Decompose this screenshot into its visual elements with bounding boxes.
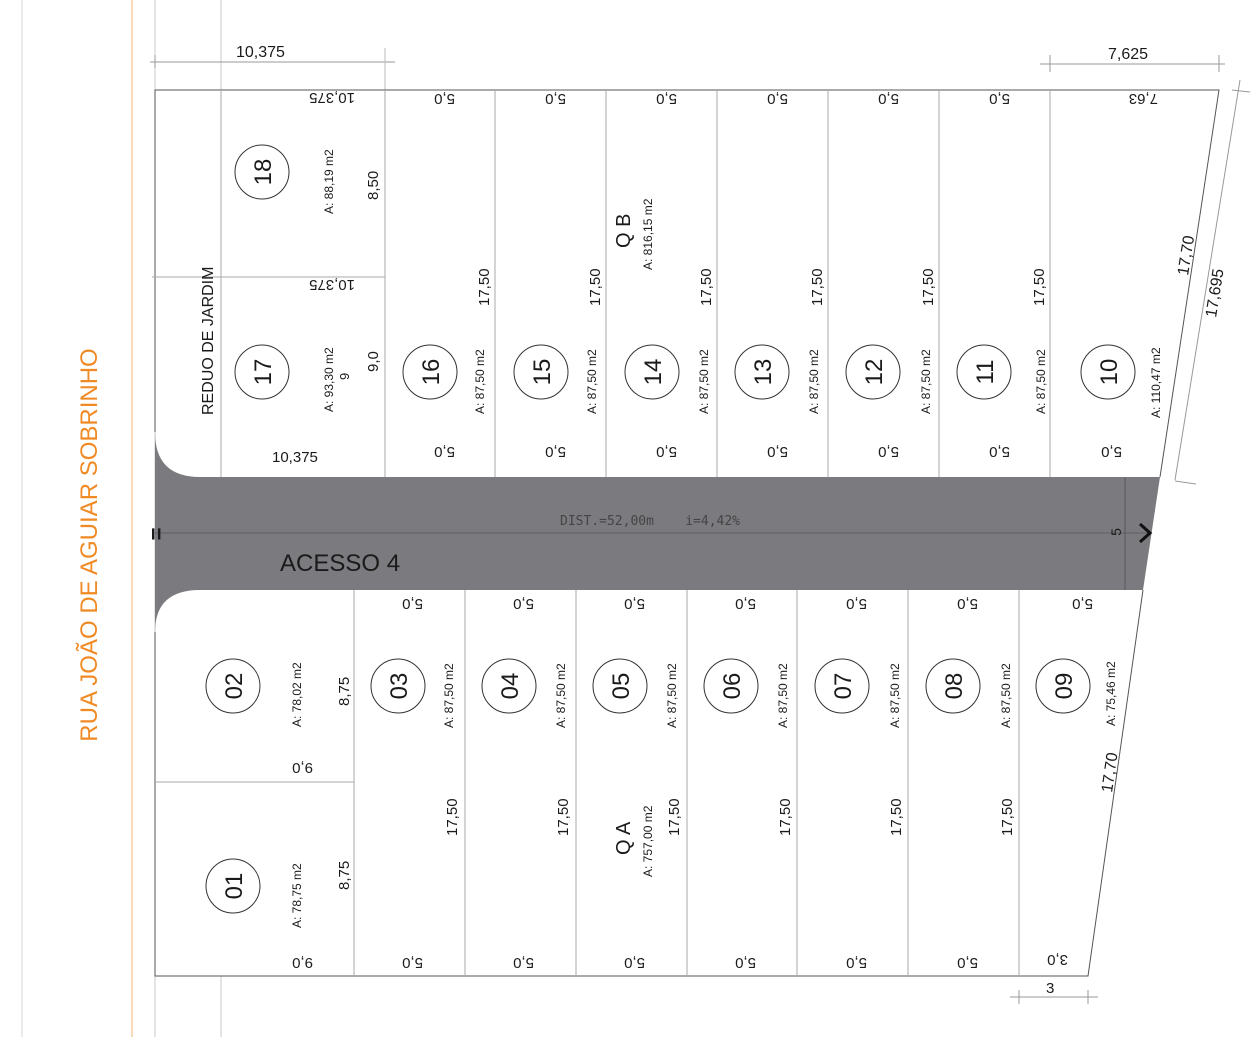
lot-number: 14	[640, 358, 667, 386]
lot-front-dim: 7,63	[1128, 90, 1158, 107]
lot-number: 17	[250, 358, 277, 386]
lot-14	[625, 90, 715, 460]
lot-area: A: 75,46 m2	[1104, 661, 1118, 726]
lot-area: A: 87,50 m2	[999, 663, 1013, 728]
lot-area: A: 78,02 m2	[290, 662, 304, 727]
bottom-dim: 3	[1046, 980, 1055, 997]
block-a-label: Q A	[613, 821, 635, 855]
lot-back-dim: 5,0	[656, 443, 677, 460]
lot-bottom-dim: 10,375	[272, 449, 318, 466]
lot-depth-dim: 17,50	[999, 798, 1016, 836]
lot-front-dim: 5,0	[402, 595, 423, 612]
lot-side-dim: 9	[337, 372, 352, 380]
lot-front-dim: 10,375	[309, 276, 355, 293]
lot-back-dim: 5,0	[767, 443, 788, 460]
lot-front-dim: 5,0	[434, 90, 455, 107]
lot-number: 11	[972, 359, 999, 385]
lot-front-dim: 5,0	[957, 595, 978, 612]
lot-02	[206, 659, 353, 776]
block-a-area: A: 757,00 m2	[641, 805, 655, 877]
access-note: DIST.=52,00m i=4,42%	[560, 514, 741, 529]
lot-back-dim: 3,0	[1047, 951, 1068, 968]
diag-dim-a: 17,70	[1175, 234, 1199, 277]
lot-depth-dim: 17,50	[666, 798, 683, 836]
street-name: RUA JOÃO DE AGUIAR SOBRINHO	[76, 348, 103, 742]
lot-depth-dim: 17,50	[587, 268, 604, 306]
lot-side-dim: 8,50	[365, 170, 382, 200]
lot-13	[735, 90, 826, 460]
lot-front-dim: 5,0	[735, 595, 756, 612]
lot-18	[235, 89, 382, 214]
lot-number: 06	[719, 672, 746, 700]
lot-front-dim: 5,0	[767, 90, 788, 107]
lot-front-dim: 5,0	[545, 90, 566, 107]
lot-10	[1081, 90, 1163, 460]
lot-depth-dim: 17,50	[809, 268, 826, 306]
lot-06	[704, 595, 794, 971]
diag-dim-line	[1175, 80, 1240, 480]
lot-number: 16	[418, 358, 445, 386]
lot-05	[593, 595, 683, 971]
lot-number: 08	[941, 672, 968, 700]
lot-number: 09	[1051, 672, 1078, 700]
lot-back-dim: 5,0	[989, 443, 1010, 460]
access-name: ACESSO 4	[280, 550, 401, 577]
lot-03	[371, 595, 461, 971]
garden-label: REDUO DE JARDIM	[200, 266, 217, 415]
lot-number: 01	[221, 872, 248, 900]
lot-08	[926, 595, 1016, 971]
lot-number: 05	[608, 672, 635, 700]
lot-front-dim: 5,0	[1072, 595, 1093, 612]
access-equals-mark: =	[144, 527, 169, 541]
lot-depth-dim: 17,50	[698, 268, 715, 306]
lot-back-dim: 5,0	[402, 954, 423, 971]
lot-01	[206, 859, 353, 971]
lot-number: 15	[529, 358, 556, 386]
lot-front-dim: 5,0	[513, 595, 534, 612]
access-width: 5	[1108, 528, 1124, 536]
lot-15	[514, 90, 604, 460]
lot-number: 03	[386, 672, 413, 700]
lot-back-dim: 5,0	[735, 954, 756, 971]
lot-17	[235, 276, 382, 466]
lot-number: 13	[750, 358, 777, 386]
lot-number: 12	[861, 358, 888, 386]
lot-depth-dim: 17,50	[920, 268, 937, 306]
lot-07	[815, 595, 905, 971]
lot-bottom-dim: 9,0	[292, 759, 313, 776]
lot-depth-dim: 17,50	[476, 268, 493, 306]
lot-11	[957, 90, 1048, 460]
block-b-label: Q B	[613, 213, 635, 248]
lot-area: A: 78,75 m2	[290, 863, 304, 928]
dim-tick	[1232, 90, 1250, 92]
block-b-area: A: 816,15 m2	[641, 198, 655, 270]
lot-back-dim: 5,0	[434, 443, 455, 460]
lot-back-dim: 5,0	[545, 443, 566, 460]
lot-area: A: 87,50 m2	[697, 349, 711, 414]
diag-dim-b: 17,695	[1203, 267, 1228, 319]
lot-side-dim: 8,75	[336, 676, 353, 706]
dim-tick	[1175, 481, 1196, 484]
lot-area: A: 87,50 m2	[473, 349, 487, 414]
lot-back-dim: 5,0	[846, 954, 867, 971]
lot-area: A: 87,50 m2	[807, 349, 821, 414]
lot-depth-dim: 17,50	[1031, 268, 1048, 306]
lot-front-dim: 5,0	[656, 90, 677, 107]
lot-16	[403, 90, 493, 460]
lot-front-dim: 5,0	[846, 595, 867, 612]
top-dim-right: 7,625	[1108, 46, 1149, 63]
lot-area: A: 93,30 m2	[322, 347, 336, 412]
lot-side-dim: 8,75	[336, 860, 353, 890]
lot-number: 02	[221, 672, 248, 700]
lot-area: A: 87,50 m2	[585, 349, 599, 414]
lot-depth-dim: 17,50	[888, 798, 905, 836]
lot-number: 04	[497, 672, 524, 700]
lot-back-dim: 5,0	[1101, 443, 1122, 460]
lot-back-dim: 5,0	[624, 954, 645, 971]
lot-area: A: 87,50 m2	[888, 663, 902, 728]
lot-back-dim: 5,0	[878, 443, 899, 460]
lot-back-dim: 5,0	[513, 954, 534, 971]
lot-depth-dim: 17,50	[777, 798, 794, 836]
lot-front-dim: 5,0	[989, 90, 1010, 107]
lot-area: A: 87,50 m2	[1034, 349, 1048, 414]
lot-04	[482, 595, 572, 971]
top-dim-left: 10,375	[236, 44, 285, 61]
lot-area: A: 87,50 m2	[554, 663, 568, 728]
diag-dim-lower: 17,70	[1099, 751, 1122, 794]
lot-area: A: 110,47 m2	[1149, 347, 1163, 418]
lot-area: A: 87,50 m2	[776, 663, 790, 728]
lot-depth-dim: 17,50	[555, 798, 572, 836]
lot-front-dim: 5,0	[878, 90, 899, 107]
lot-12	[846, 90, 937, 460]
lot-back-dim: 5,0	[957, 954, 978, 971]
lot-area: A: 88,19 m2	[322, 149, 336, 214]
lot-number: 18	[250, 158, 277, 186]
lot-side-dim: 9,0	[365, 351, 382, 372]
lot-area: A: 87,50 m2	[919, 349, 933, 414]
lot-number: 07	[830, 672, 857, 700]
lot-front-dim: 10,375	[309, 89, 355, 106]
lot-bottom-dim: 9,0	[292, 954, 313, 971]
lot-front-dim: 5,0	[624, 595, 645, 612]
lot-depth-dim: 17,50	[444, 798, 461, 836]
lot-area: A: 87,50 m2	[665, 663, 679, 728]
lot-area: A: 87,50 m2	[442, 663, 456, 728]
lot-number: 10	[1096, 358, 1123, 386]
